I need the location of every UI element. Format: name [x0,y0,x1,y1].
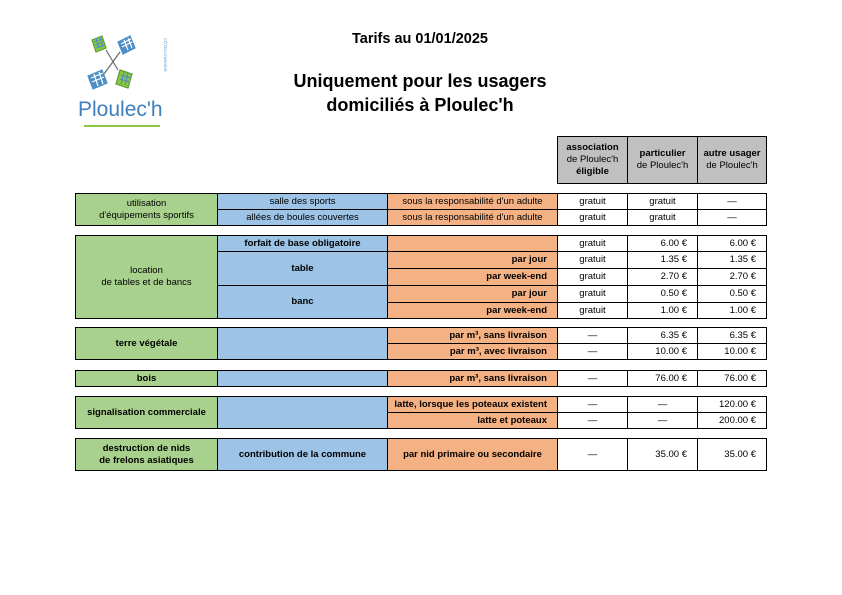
column-header-autre-line: de Ploulec'h [706,160,758,171]
category-sports-line: d'équipements sportifs [99,209,194,221]
price-particulier: 6.35 € [627,327,698,344]
date-title: Tarifs au 01/01/2025 [352,31,488,47]
price-particulier: 1.35 € [627,251,698,269]
detail-cell: par week-end [387,268,558,286]
price-particulier: gratuit [627,209,698,226]
detail-cell: par m³, sans livraison [387,327,558,344]
detail-cell: par jour [387,285,558,303]
price-autre: 0.50 € [697,285,767,303]
category-terre-vegetale: terre végétale [75,327,218,360]
price-autre: 1.35 € [697,251,767,269]
column-header-particulier-line: de Ploulec'h [636,160,689,171]
price-autre: 10.00 € [697,343,767,360]
category-location-line: de tables et de bancs [101,277,192,288]
item-table: table [217,251,388,286]
price-autre: 200.00 € [697,412,767,429]
price-autre: — [697,193,767,210]
item-allees-de-boules: allées de boules couvertes [217,209,388,226]
price-association: gratuit [557,285,628,303]
price-particulier: gratuit [627,193,698,210]
price-association: — [557,396,628,413]
category-location-line: location [130,265,163,276]
detail-cell: par m³, avec livraison [387,343,558,360]
page-title [250,69,590,117]
price-particulier: — [627,396,698,413]
price-autre: 120.00 € [697,396,767,413]
logo-subtext: CÔTES-D'ARMOR [163,38,168,72]
price-association: — [557,327,628,344]
detail-cell: latte et poteaux [387,412,558,429]
detail-cell: par week-end [387,302,558,319]
page-title-line-1: Uniquement pour les usagers [293,71,547,91]
column-header-association-line: éligible [576,166,609,177]
page-title-line-2: domiciliés à Ploulec'h [326,95,514,115]
detail-cell [387,235,558,252]
price-association: — [557,438,628,471]
price-association: gratuit [557,268,628,286]
item-salle-des-sports: salle des sports [217,193,388,210]
item-banc: banc [217,285,388,319]
category-location [75,235,218,319]
price-autre: 35.00 € [697,438,767,471]
column-header-association [557,136,628,184]
ploulech-logo [78,30,178,132]
detail-cell: par nid primaire ou secondaire [387,438,558,471]
price-autre: — [697,209,767,226]
price-particulier: 2.70 € [627,268,698,286]
price-particulier: 76.00 € [627,370,698,387]
logo-text: Ploulec'h [78,98,163,121]
price-association: gratuit [557,235,628,252]
column-header-autre-line: autre usager [703,148,761,159]
price-autre: 1.00 € [697,302,767,319]
price-autre: 2.70 € [697,268,767,286]
price-association: — [557,370,628,387]
category-sports [75,193,218,226]
price-association: gratuit [557,251,628,269]
category-sports-line: utilisation [126,197,167,209]
price-association: — [557,343,628,360]
price-particulier: 6.00 € [627,235,698,252]
detail-cell: par m³, sans livraison [387,370,558,387]
item-empty [217,370,388,387]
price-particulier: 1.00 € [627,302,698,319]
price-association: gratuit [557,193,628,210]
category-bois: bois [75,370,218,387]
item-forfait: forfait de base obligatoire [217,235,388,252]
price-autre: 6.35 € [697,327,767,344]
price-association: gratuit [557,209,628,226]
detail-cell: latte, lorsque les poteaux existent [387,396,558,413]
detail-cell: sous la responsabilité d'un adulte [387,209,558,226]
detail-cell: par jour [387,251,558,269]
price-particulier: — [627,412,698,429]
category-frelons-line: de frelons asiatiques [99,454,194,466]
column-header-association-line: association [566,142,619,153]
logo-underline [84,125,160,127]
price-autre: 76.00 € [697,370,767,387]
category-frelons-line: destruction de nids [102,442,191,454]
column-header-particulier-line: particulier [639,148,686,159]
column-header-particulier [627,136,698,184]
price-association: gratuit [557,302,628,319]
item-contribution: contribution de la commune [217,438,388,471]
price-particulier: 35.00 € [627,438,698,471]
price-particulier: 0.50 € [627,285,698,303]
column-header-association-line: de Ploulec'h [566,154,619,165]
category-frelons [75,438,218,471]
price-association: — [557,412,628,429]
category-signalisation: signalisation commerciale [75,396,218,429]
column-header-autre-usager [697,136,767,184]
price-particulier: 10.00 € [627,343,698,360]
detail-cell: sous la responsabilité d'un adulte [387,193,558,210]
item-empty [217,327,388,360]
item-empty [217,396,388,429]
price-autre: 6.00 € [697,235,767,252]
